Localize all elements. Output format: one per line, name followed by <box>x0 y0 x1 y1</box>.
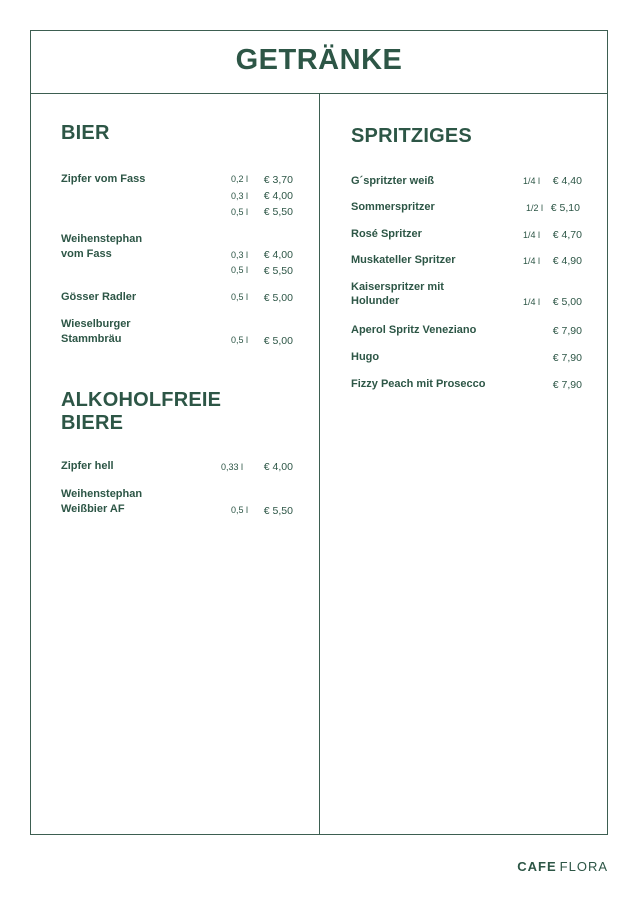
item-qty: 1/4 l <box>522 176 540 186</box>
item-name: Weißbier AF <box>61 503 125 515</box>
item-price: € 5,10 <box>550 202 580 214</box>
item-price: € 7,90 <box>552 325 582 337</box>
item-name: Hugo <box>351 351 380 363</box>
item-price: € 4,40 <box>552 175 582 187</box>
item-price: € 5,50 <box>263 505 293 517</box>
item-qty: 0,5 l <box>230 505 248 515</box>
menu-frame <box>30 30 608 835</box>
section-heading-bier: BIER <box>61 122 110 144</box>
item-name: Zipfer hell <box>61 460 114 472</box>
item-qty: 0,2 l <box>230 174 248 184</box>
item-name: Muskateller Spritzer <box>351 254 456 266</box>
item-price: € 7,90 <box>552 352 582 364</box>
item-qty: 1/2 l <box>525 203 543 213</box>
item-name: Fizzy Peach mit Prosecco <box>351 378 486 390</box>
item-qty: 1/4 l <box>522 297 540 307</box>
item-name: Sommerspritzer <box>351 201 435 213</box>
item-qty: 0,5 l <box>230 265 248 275</box>
item-price: € 4,70 <box>552 229 582 241</box>
item-price: € 7,90 <box>552 379 582 391</box>
item-price: € 5,00 <box>552 296 582 308</box>
item-qty: 0,5 l <box>230 207 248 217</box>
item-name: Gösser Radler <box>61 291 137 303</box>
item-qty: 1/4 l <box>522 256 540 266</box>
cafe-flora-logo <box>517 859 608 874</box>
menu-header <box>31 31 607 94</box>
item-qty: 0,3 l <box>230 191 248 201</box>
item-price: € 5,50 <box>263 265 293 277</box>
item-qty: 0,33 l <box>220 462 243 472</box>
item-name: Kaiserspritzer mit <box>351 281 444 293</box>
logo-part-cafe: CAFE <box>517 859 557 874</box>
item-qty: 1/4 l <box>522 230 540 240</box>
logo-part-flora: FLORA <box>559 859 608 874</box>
item-name: Aperol Spritz Veneziano <box>351 324 477 336</box>
item-name: Stammbräu <box>61 333 122 345</box>
item-price: € 4,00 <box>263 249 293 261</box>
item-name: G´spritzter weiß <box>351 175 435 187</box>
item-price: € 3,70 <box>263 174 293 186</box>
item-name: Holunder <box>351 295 400 307</box>
item-price: € 5,50 <box>263 206 293 218</box>
section-heading-spritziges: SPRITZIGES <box>351 125 472 147</box>
item-qty: 0,3 l <box>230 250 248 260</box>
item-qty: 0,5 l <box>230 292 248 302</box>
item-name: Wieselburger <box>61 318 131 330</box>
column-divider <box>319 94 320 835</box>
page-title: GETRÄNKE <box>235 43 403 76</box>
item-name: Weihenstephan <box>61 488 143 500</box>
item-qty: 0,5 l <box>230 335 248 345</box>
section-heading-alkoholfrei: BIERE <box>61 412 124 434</box>
item-name: Zipfer vom Fass <box>61 173 146 185</box>
item-price: € 4,00 <box>263 461 293 473</box>
item-name: Rosé Spritzer <box>351 228 422 240</box>
section-heading-alkoholfrei: ALKOHOLFREIE <box>61 389 222 411</box>
item-price: € 4,90 <box>552 255 582 267</box>
item-price: € 5,00 <box>263 292 293 304</box>
item-price: € 5,00 <box>263 335 293 347</box>
item-price: € 4,00 <box>263 190 293 202</box>
item-name: vom Fass <box>61 248 112 260</box>
item-name: Weihenstephan <box>61 233 143 245</box>
